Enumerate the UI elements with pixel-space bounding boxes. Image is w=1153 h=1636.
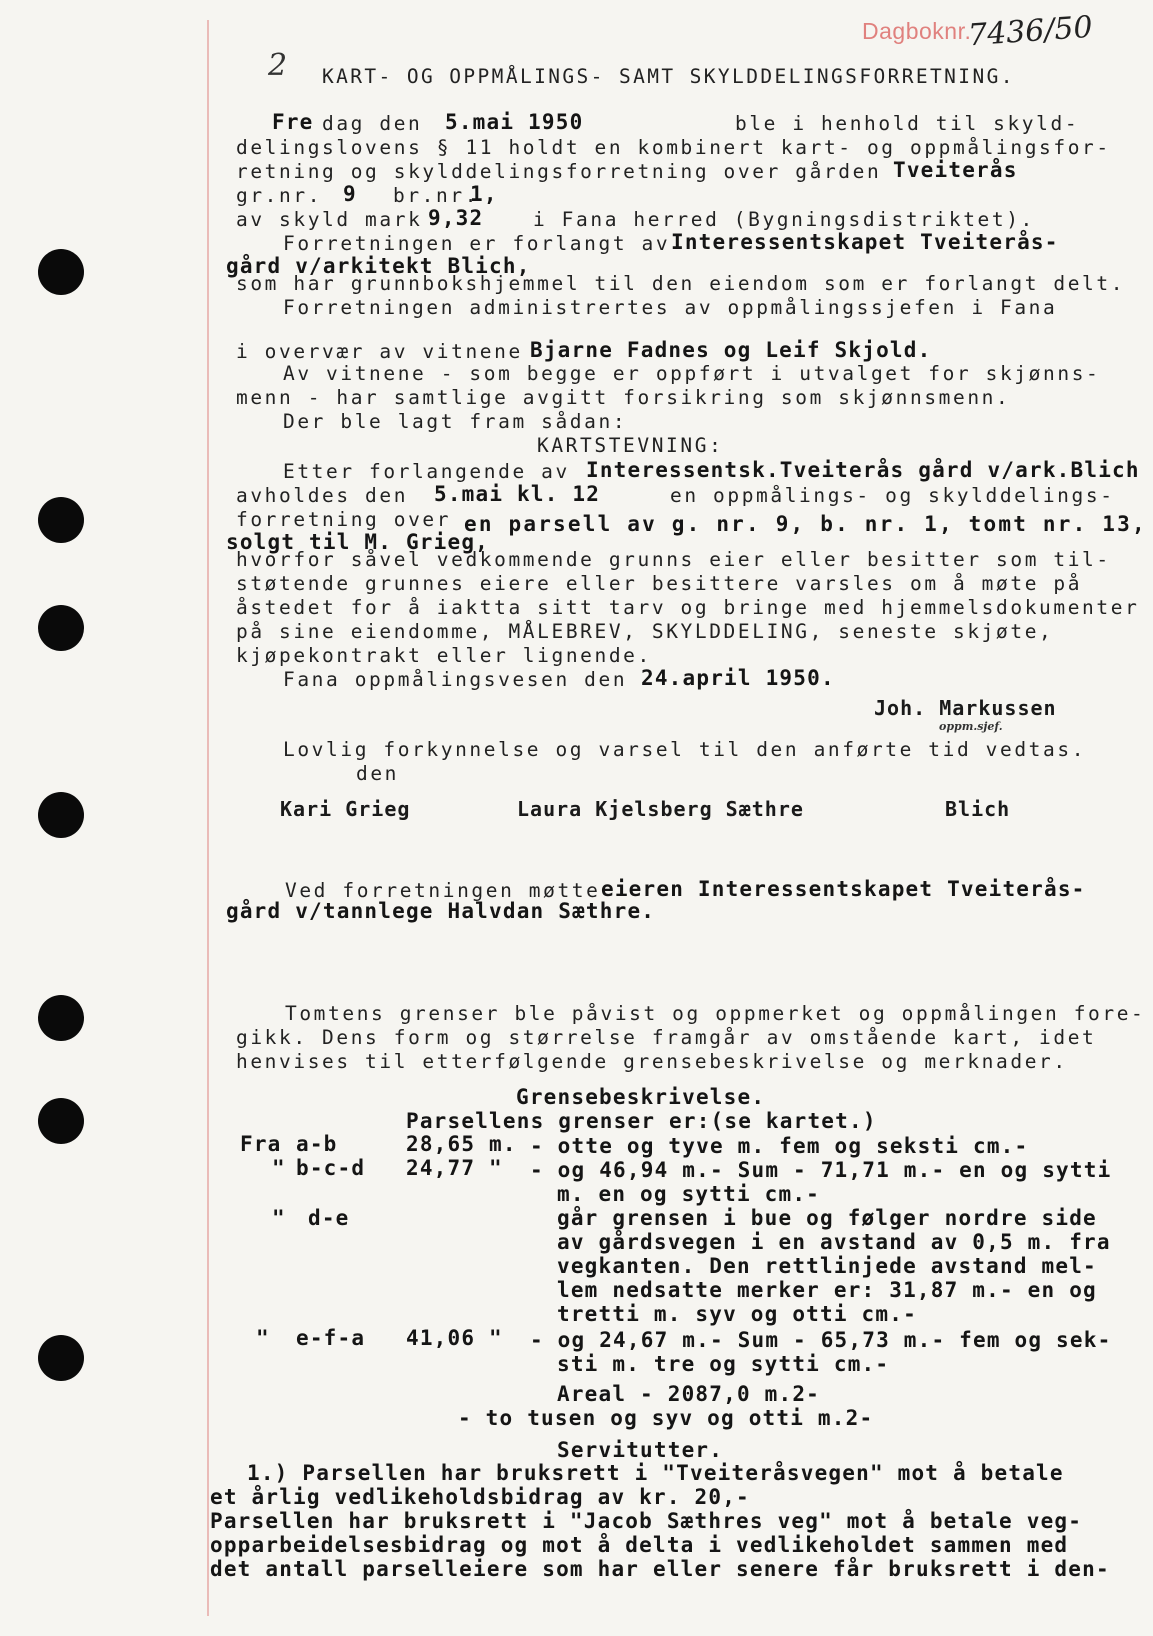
row-length: 28,65 m. — [406, 1132, 517, 1156]
text-line: av skyld mark — [236, 208, 423, 231]
row-text: tretti m. syv og otti cm.- — [557, 1302, 917, 1326]
signature-blich: Blich — [945, 797, 1011, 821]
text-line: gr.nr. — [236, 184, 323, 207]
margin-rule — [207, 20, 209, 1616]
text-line: på sine eiendomme, MÅLEBREV, SKYLDDELING, seneste skjøte, — [236, 620, 1054, 643]
row-text: - og 24,67 m.- Sum - 65,73 m.- fem og sek- — [530, 1328, 1112, 1352]
text-line: menn - har samtlige avgitt forsikring som skjønnsmenn. — [236, 386, 1011, 409]
requester-cont: gård v/arkitekt Blich, — [226, 254, 531, 278]
meeting-time: 5.mai kl. 12 — [434, 482, 601, 506]
punch-hole — [38, 995, 84, 1041]
text-line: Forretningen administrertes av oppmålingssjefen i Fana — [283, 296, 1058, 319]
row-label: " — [256, 1326, 270, 1350]
text-line: den — [356, 762, 400, 785]
bnr-value: 1, — [470, 182, 498, 206]
area-value: Areal - 2087,0 m.2- — [557, 1382, 821, 1406]
text-line: delingslovens § 11 holdt en kombinert kart- og oppmålingsfor- — [236, 136, 1111, 159]
row-text: går grensen i bue og følger nordre side — [557, 1206, 1097, 1230]
area-words: - to tusen og syv og otti m.2- — [458, 1406, 874, 1430]
signature-grieg: Kari Grieg — [280, 797, 411, 821]
journal-number: 7436/50 — [966, 9, 1094, 54]
requester: Interessentskapet Tveiterås- — [671, 230, 1059, 254]
text-line: forretning over — [236, 508, 452, 531]
text-line: Av vitnene - som begge er oppført i utvalget for skjønns- — [283, 362, 1101, 385]
notice-date: 24.april 1950. — [641, 666, 835, 690]
text-line: gikk. Dens form og størrelse framgår av omstående kart, idet — [236, 1026, 1097, 1049]
servitude-line: 1.) Parsellen har bruksrett i "Tveiteråsvegen" mot å betale — [247, 1461, 1064, 1485]
text-line: som har grunnbokshjemmel til den eiendom som er forlangt delt. — [236, 272, 1126, 295]
row-length: 24,77 " — [406, 1156, 503, 1180]
document-title: KART- OG OPPMÅLINGS- SAMT SKYLDDELINGSFORRETNING. — [322, 65, 1015, 88]
text-line: en oppmålings- og skylddelings- — [670, 484, 1115, 507]
section-heading: Servitutter. — [557, 1438, 724, 1462]
text-line: Lovlig forkynnelse og varsel til den anførte tid vedtas. — [283, 738, 1087, 761]
punch-hole — [38, 792, 84, 838]
row-label: " — [272, 1156, 286, 1180]
signer-name: Joh. Markussen — [874, 696, 1057, 720]
date-value: 5.mai 1950 — [445, 110, 584, 134]
row-label: " — [272, 1206, 286, 1230]
row-points: e-f-a — [296, 1326, 366, 1350]
text-line: Fana oppmålingsvesen den — [283, 668, 628, 691]
witnesses: Bjarne Fadnes og Leif Skjold. — [530, 338, 932, 362]
text-line: retning og skylddelingsforretning over gården — [236, 160, 882, 183]
owner-cont: gård v/tannlege Halvdan Sæthre. — [226, 899, 656, 923]
gnr-value: 9 — [343, 182, 357, 206]
section-heading: KARTSTEVNING: — [537, 434, 724, 457]
punch-hole — [38, 1335, 84, 1381]
requester: Interessentsk.Tveiterås gård v/ark.Blich — [586, 458, 1140, 482]
punch-hole — [38, 605, 84, 651]
row-text: vegkanten. Den rettlinjede avstand mel- — [557, 1254, 1097, 1278]
signer-title: oppm.sjef. — [939, 720, 1003, 733]
parcel-description: en parsell av g. nr. 9, b. nr. 1, tomt nr. 13, — [464, 512, 1147, 536]
text-line: br.nr. — [393, 184, 480, 207]
row-length: 41,06 " — [406, 1326, 503, 1350]
row-text: - og 46,94 m.- Sum - 71,71 m.- en og sytti — [530, 1158, 1112, 1182]
farm-name: Tveiterås — [893, 158, 1018, 182]
text-line: hvorfor såvel vedkommende grunns eier eller besitter som til- — [236, 548, 1111, 571]
row-points: d-e — [308, 1206, 350, 1230]
text-line: Der ble lagt fram sådan: — [283, 410, 628, 433]
section-heading: Grensebeskrivelse. — [516, 1085, 766, 1109]
text-line: Etter forlangende av — [283, 460, 570, 483]
subheading: Parsellens grenser er:(se kartet.) — [406, 1109, 877, 1133]
servitude-line: det antall parselleiere som har eller senere får bruksrett i den- — [210, 1557, 1110, 1581]
signature-saethre: Laura Kjelsberg Sæthre — [517, 797, 804, 821]
skyld-value: 9,32 — [428, 206, 484, 230]
text-line: åstedet for å iaktta sitt tarv og bringe med hjemmelsdokumenter — [236, 596, 1140, 619]
text-line: Tomtens grenser ble påvist og oppmerket og oppmålingen fore- — [285, 1002, 1146, 1025]
buyer: solgt til M. Grieg, — [226, 530, 490, 554]
servitude-line: Parsellen har bruksrett i "Jacob Sæthres veg" mot å betale veg- — [210, 1509, 1083, 1533]
journal-stamp-label: Dagboknr. — [862, 18, 972, 44]
row-text: - otte og tyve m. fem og seksti cm.- — [530, 1134, 1029, 1158]
row-points: a-b — [296, 1132, 338, 1156]
text-line: avholdes den — [236, 484, 409, 507]
text-line: kjøpekontrakt eller lignende. — [236, 644, 652, 667]
text-line: i overvær av vitnene — [236, 340, 523, 363]
row-points: b-c-d — [296, 1156, 366, 1180]
servitude-line: opparbeidelsesbidrag og mot å delta i vedlikeholdet sammen med — [210, 1533, 1069, 1557]
text-line: dag den — [322, 112, 423, 135]
text-line: støtende grunnes eiere eller besittere varsles om å møte på — [236, 572, 1083, 595]
text-line: Ved forretningen møtte — [285, 879, 601, 902]
row-text: m. en og sytti cm.- — [557, 1182, 821, 1206]
text-line: Forretningen er forlangt av — [283, 232, 671, 255]
punch-hole — [38, 497, 84, 543]
servitude-line: et årlig vedlikeholdsbidrag av kr. 20,- — [210, 1485, 750, 1509]
row-text: sti m. tre og sytti cm.- — [557, 1352, 890, 1376]
punch-hole — [38, 1098, 84, 1144]
text-line: henvises til etterfølgende grensebeskrivelse og merknader. — [236, 1050, 1068, 1073]
day-name: Fre — [272, 110, 314, 134]
owner: eieren Interessentskapet Tveiterås- — [601, 877, 1086, 901]
row-text: av gårdsvegen i en avstand av 0,5 m. fra — [557, 1230, 1111, 1254]
punch-hole — [38, 249, 84, 295]
row-text: lem nedsatte merker er: 31,87 m.- en og — [557, 1278, 1097, 1302]
text-line: ble i henhold til skyld- — [735, 112, 1080, 135]
row-label: Fra — [240, 1132, 282, 1156]
page-mark: 2 — [268, 48, 288, 83]
text-line: i Fana herred (Bygningsdistriktet). — [533, 208, 1035, 231]
